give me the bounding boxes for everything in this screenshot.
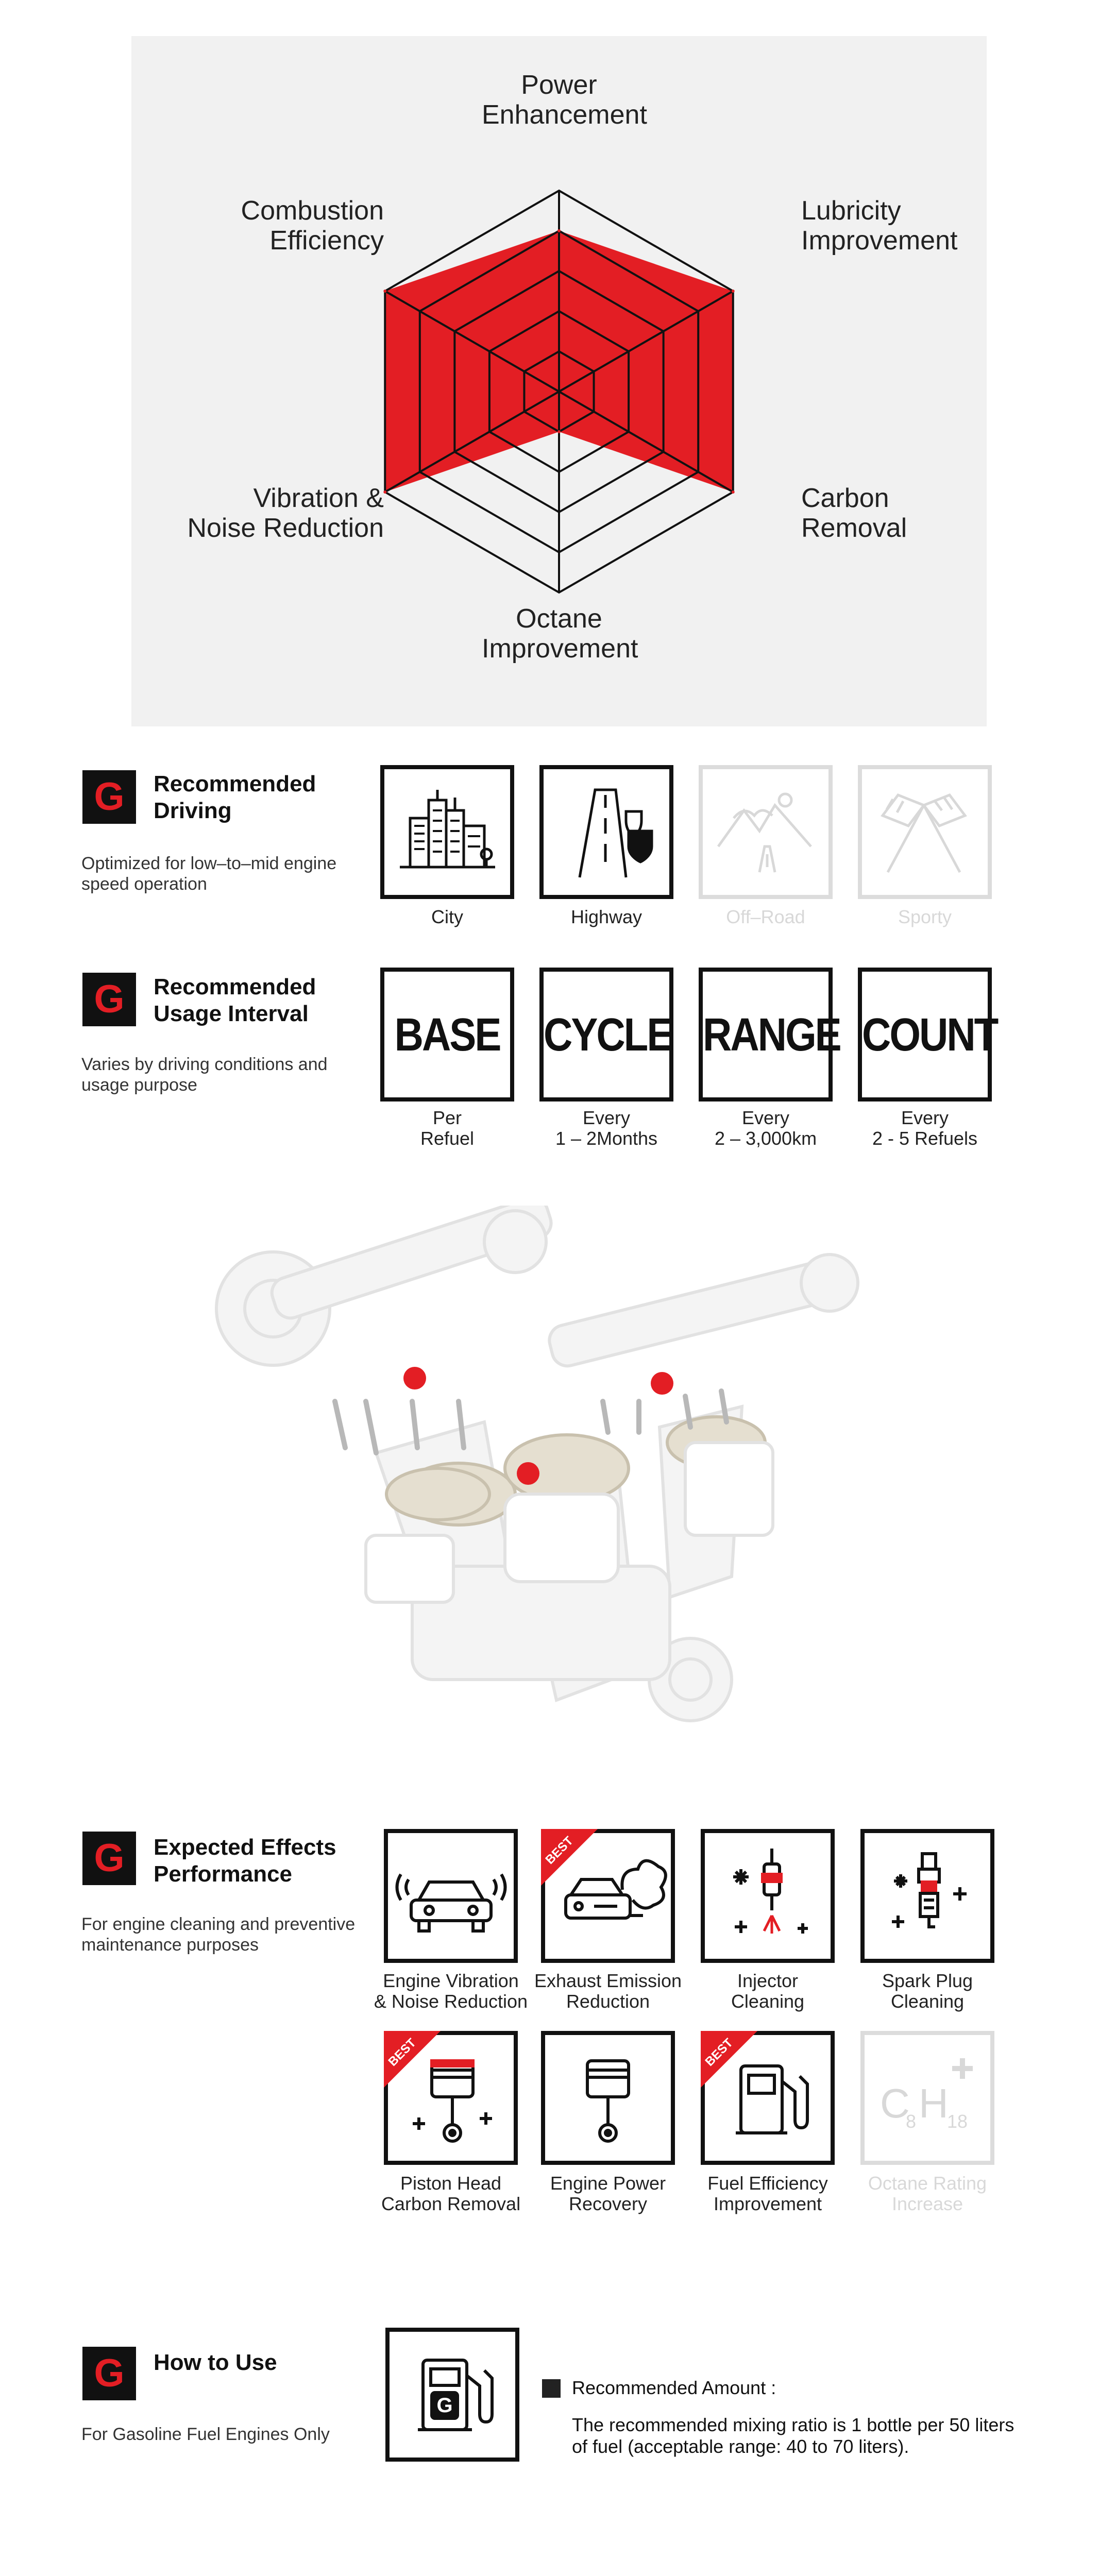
- caption-line: Cleaning: [890, 1991, 965, 2012]
- brand-g-logo: [82, 770, 136, 824]
- brand-g-letter: G: [94, 977, 125, 1021]
- radar-label-carbon: [801, 483, 987, 543]
- caption-line: Every: [582, 1107, 631, 1128]
- caption-line: 1 – 2Months: [555, 1128, 658, 1149]
- driving-city-box: [380, 765, 514, 899]
- svg-text:18: 18: [947, 2111, 968, 2132]
- red-marker: [517, 1462, 539, 1485]
- radar-value-point: [383, 490, 386, 494]
- red-marker: [651, 1372, 673, 1395]
- caption-line: Spark Plug: [882, 1970, 973, 1991]
- interval-title: [154, 974, 316, 1027]
- radar-value-point: [383, 290, 386, 293]
- interval-count-box: [858, 968, 997, 1101]
- interval-range-word: RANGE: [703, 1008, 840, 1061]
- title-line: Recommended: [154, 771, 316, 796]
- desc-line: Varies by driving conditions and: [81, 1055, 328, 1074]
- radar-label-line: Octane: [516, 604, 602, 634]
- caption-line: Refuel: [420, 1128, 475, 1149]
- effect-power-caption: [526, 2173, 690, 2214]
- caption-line: 2 - 5 Refuels: [872, 1128, 978, 1149]
- effect-sparkplug-box: [860, 1829, 994, 1963]
- svg-text:H: H: [919, 2080, 949, 2126]
- injector-icon: [705, 1833, 831, 1959]
- interval-range-box: [699, 968, 840, 1101]
- interval-count-word: COUNT: [862, 1008, 997, 1061]
- brand-g-logo: [82, 1832, 136, 1885]
- amount-line: The recommended mixing ratio is 1 bottle per 50 liters: [572, 2414, 1014, 2435]
- radar-value-point: [732, 290, 735, 293]
- caption-line: & Noise Reduction: [374, 1991, 528, 2012]
- effects-title: [154, 1834, 336, 1888]
- caption-line: Exhaust Emission: [534, 1970, 682, 1991]
- driving-description: [81, 853, 336, 894]
- caption-line: Reduction: [566, 1991, 650, 2012]
- desc-line: maintenance purposes: [81, 1935, 259, 1955]
- caption-line: Engine Power: [550, 2173, 666, 2194]
- radar-value-point: [557, 229, 561, 232]
- effect-exhaust-box: [541, 1829, 675, 1963]
- racing-flags-icon: [862, 769, 988, 895]
- title-line: Expected Effects: [154, 1835, 336, 1860]
- driving-highway-label: Highway: [570, 906, 642, 927]
- brand-g-letter: G: [94, 1836, 125, 1880]
- caption-line: Increase: [891, 2193, 963, 2214]
- effect-piston-carbon-box: [384, 2031, 518, 2165]
- brand-g-letter: G: [94, 2351, 125, 2395]
- radar-label-line: Carbon: [801, 483, 889, 513]
- desc-line: For engine cleaning and preventive: [81, 1914, 356, 1934]
- desc-line: usage purpose: [81, 1075, 197, 1095]
- best-badge-text: BEST: [543, 1834, 576, 1867]
- effect-octane-box: [860, 2031, 994, 2165]
- effect-vibration-box: [384, 1829, 518, 1963]
- effect-vibration-caption: [368, 1971, 533, 2012]
- caption-line: Improvement: [713, 2193, 822, 2214]
- effect-injector-caption: [685, 1971, 850, 2012]
- caption-line: Carbon Removal: [381, 2193, 521, 2214]
- title-line: Performance: [154, 1861, 293, 1887]
- exhaust-emission-icon: [545, 1833, 671, 1959]
- octane-c8h18-icon: [865, 2035, 990, 2161]
- piston-icon: [545, 2035, 671, 2161]
- driving-offroad-label: Off–Road: [726, 906, 805, 927]
- howto-fuel-box: [385, 2328, 519, 2462]
- driving-city-label: City: [431, 906, 463, 927]
- off-road-icon: [703, 769, 828, 895]
- interval-base-caption: [365, 1108, 530, 1149]
- driving-sporty-label: Sporty: [898, 906, 952, 927]
- interval-cycle-box: [539, 968, 673, 1101]
- driving-highway-box: [539, 765, 673, 899]
- caption-line: Injector: [737, 1970, 799, 1991]
- fuel-pump-g-icon: [390, 2332, 515, 2458]
- interval-cycle-caption: [524, 1108, 689, 1149]
- best-badge-text: BEST: [702, 2036, 736, 2069]
- caption-line: Piston Head: [400, 2173, 502, 2194]
- interval-range-caption: [683, 1108, 848, 1149]
- desc-line: speed operation: [81, 874, 207, 894]
- driving-title: [154, 771, 316, 824]
- brand-g-logo: [82, 2347, 136, 2400]
- interval-count-caption: [842, 1108, 1007, 1149]
- driving-sporty-box: [858, 765, 992, 899]
- caption-line: Recovery: [568, 2193, 648, 2214]
- amount-square-bullet: [542, 2379, 561, 2398]
- fuel-pump-icon: [705, 2035, 831, 2161]
- title-line: Driving: [154, 798, 232, 823]
- interval-base-box: [380, 968, 514, 1101]
- radar-label-octane: [482, 604, 636, 664]
- radar-label-lubricity: [801, 196, 987, 256]
- radar-label-line: Power: [521, 70, 597, 100]
- title-line: Usage Interval: [154, 1001, 309, 1026]
- effects-description: [81, 1914, 355, 1955]
- radar-label-line: Enhancement: [482, 100, 647, 130]
- caption-line: Every: [901, 1107, 949, 1128]
- svg-text:C: C: [880, 2080, 910, 2126]
- car-vibration-icon: [388, 1833, 514, 1959]
- radar-label-line: Lubricity: [801, 196, 901, 226]
- best-badge-text: BEST: [385, 2036, 419, 2069]
- effect-fuel-caption: [685, 2173, 850, 2214]
- interval-base-word: BASE: [394, 1008, 500, 1061]
- radar-label-power: [482, 70, 647, 130]
- radar-label-combustion: [131, 196, 384, 256]
- driving-offroad-box: [699, 765, 833, 899]
- radar-label-line: Improvement: [482, 634, 638, 664]
- desc-line: Optimized for low–to–mid engine: [81, 854, 337, 873]
- radar-label-line: Noise Reduction: [187, 513, 384, 543]
- caption-line: Fuel Efficiency: [707, 2173, 828, 2194]
- brand-g-letter: G: [94, 775, 125, 819]
- caption-line: Every: [741, 1107, 790, 1128]
- amount-title: Recommended Amount :: [572, 2377, 776, 2398]
- effect-piston-carbon-caption: [368, 2173, 533, 2214]
- effect-injector-box: [701, 1829, 835, 1963]
- radar-label-line: Vibration &: [253, 483, 384, 513]
- highway-icon: [544, 769, 669, 895]
- radar-label-vibration: [131, 483, 384, 543]
- effect-sparkplug-caption: [845, 1971, 1010, 2012]
- radar-label-line: Combustion: [241, 196, 384, 226]
- amount-text: [572, 2414, 1014, 2458]
- engine-illustration: [196, 1206, 886, 1767]
- howto-description: For Gasoline Fuel Engines Only: [81, 2425, 330, 2444]
- caption-line: 2 – 3,000km: [714, 1128, 817, 1149]
- radar-chart-panel: [131, 36, 987, 726]
- caption-line: Engine Vibration: [383, 1970, 519, 1991]
- radar-value-point: [557, 430, 561, 433]
- caption-line: Per: [432, 1107, 462, 1128]
- caption-line: Cleaning: [731, 1991, 805, 2012]
- radar-value-point: [732, 490, 735, 494]
- brand-g-logo: [82, 973, 136, 1026]
- city-icon: [384, 769, 510, 895]
- title-line: Recommended: [154, 974, 316, 999]
- radar-label-line: Efficiency: [269, 226, 384, 256]
- effect-exhaust-caption: [526, 1971, 690, 2012]
- effect-fuel-box: [701, 2031, 835, 2165]
- red-marker: [403, 1367, 426, 1389]
- radar-label-line: Removal: [801, 513, 907, 543]
- radar-label-line: Improvement: [801, 226, 958, 256]
- amount-line: of fuel (acceptable range: 40 to 70 liters).: [572, 2436, 909, 2457]
- svg-text:G: G: [436, 2394, 453, 2417]
- howto-title: How to Use: [154, 2350, 277, 2375]
- effect-power-box: [541, 2031, 675, 2165]
- effect-octane-caption: [845, 2173, 1010, 2214]
- interval-cycle-word: CYCLE: [544, 1008, 672, 1061]
- spark-plug-icon: [865, 1833, 990, 1959]
- svg-text:8: 8: [906, 2111, 917, 2132]
- caption-line: Octane Rating: [868, 2173, 987, 2194]
- interval-description: [81, 1054, 328, 1095]
- piston-icon: [388, 2035, 514, 2161]
